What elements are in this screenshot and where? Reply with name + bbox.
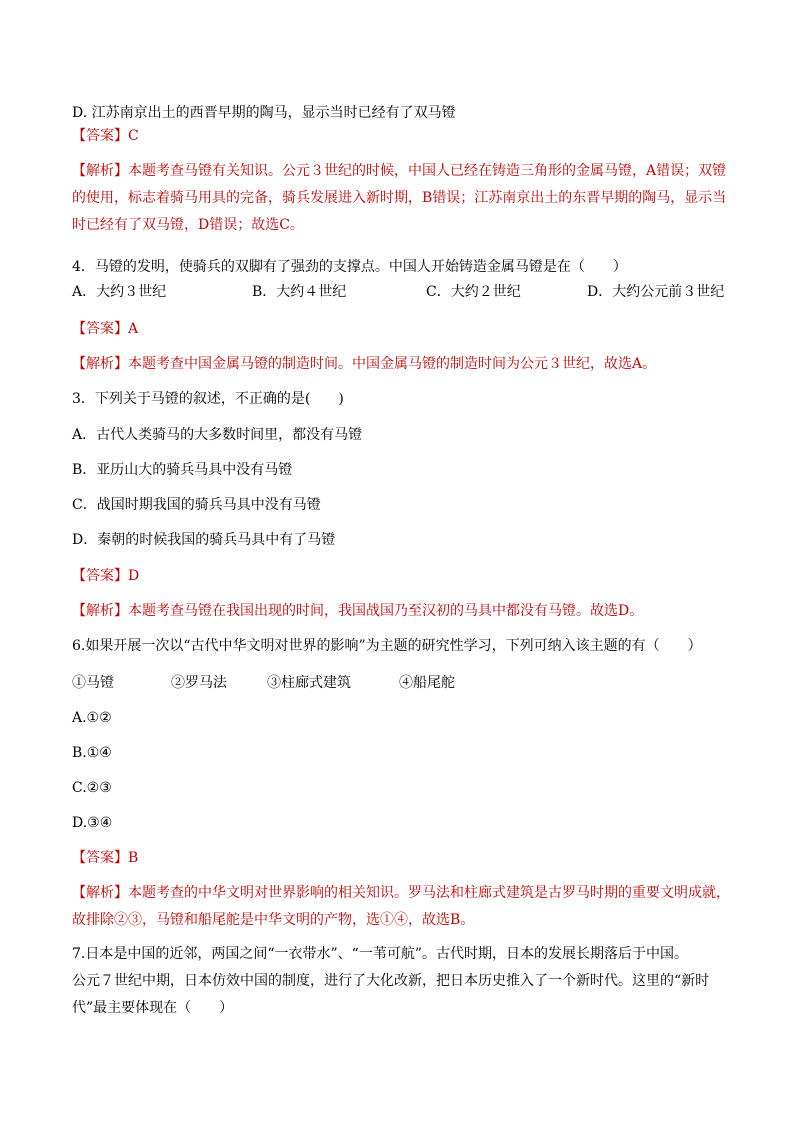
q6-item-3: ③柱廊式建筑 (267, 675, 351, 691)
answer-tag: 【答案】 (72, 128, 128, 144)
analysis-text: 本题考查马镫有关知识。公元３世纪的时候，中国人已经在铸造三角形的金属马镫，A错误；双镫 (128, 163, 727, 179)
q6-option-b: B.①④ (72, 745, 112, 761)
q6-item-2: ②罗马法 (171, 675, 227, 691)
q3-answer (72, 567, 139, 585)
q6-answer (72, 849, 138, 867)
q3-option-c: C．战国时期我国的骑兵马具中没有马镫 (72, 497, 321, 513)
q6-stem: 6.如果开展一次以“古代中华文明对世界的影响”为主题的研究性学习，下列可纳入该主题的有（ ） (72, 638, 702, 654)
q-prev-analysis-line-3: 时已经有了双马镫，D错误；故选C。 (72, 217, 304, 233)
q4-option-b: B．大约４世纪 (252, 284, 347, 300)
answer-tag: 【答案】 (72, 850, 128, 866)
q3-option-b: B．亚历山大的骑兵马具中没有马镫 (72, 462, 293, 478)
q7-stem-line-2: 公元７世纪中期，日本仿效中国的制度，进行了大化改新，把日本历史推入了一个新时代。这里的“新时 (72, 973, 710, 989)
q7-stem-line-3: 代”最主要体现在（ ） (72, 1000, 234, 1016)
q6-analysis-line-1 (72, 884, 730, 902)
answer-value: D (128, 568, 140, 584)
answer-value: B (128, 850, 139, 866)
q-prev-answer (72, 127, 139, 145)
analysis-text: 本题考查马镫在我国出现的时间，我国战国乃至汉初的马具中都没有马镫。故选D。 (128, 603, 644, 619)
q3-stem: 3．下列关于马镫的叙述，不正确的是( ) (72, 391, 344, 407)
analysis-tag: 【解析】 (72, 603, 128, 619)
q6-item-1: ①马镫 (72, 675, 114, 691)
analysis-tag: 【解析】 (72, 163, 128, 179)
q7-stem-line-1: 7.日本是中国的近邻，两国之间“一衣带水”、“一苇可航”。古代时期，日本的发展长期落后于中国。 (72, 946, 688, 962)
q4-option-c: C．大约２世纪 (426, 284, 521, 300)
q-prev-analysis-line-1 (72, 162, 726, 180)
analysis-tag: 【解析】 (72, 356, 128, 372)
q6-item-4: ④船尾舵 (399, 675, 455, 691)
q-prev-option-d: D. 江苏南京出土的西晋早期的陶马，显示当时已经有了双马镫 (72, 105, 456, 121)
analysis-text: 本题考查中国金属马镫的制造时间。中国金属马镫的制造时间为公元３世纪，故选A。 (128, 356, 657, 372)
analysis-tag: 【解析】 (72, 885, 128, 901)
q-prev-analysis-line-2: 的使用，标志着骑马用具的完备，骑兵发展进入新时期，B错误；江苏南京出土的东晋早期的陶马，显示当 (72, 190, 727, 206)
q3-analysis (72, 602, 643, 620)
analysis-text: 本题考查的中华文明对世界影响的相关知识。罗马法和柱廊式建筑是古罗马时期的重要文明成就， (128, 885, 730, 901)
answer-value: C (128, 128, 139, 144)
answer-tag: 【答案】 (72, 321, 128, 337)
q4-stem: 4．马镫的发明，使骑兵的双脚有了强劲的支撑点。中国人开始铸造金属马镫是在（ ） (72, 259, 627, 275)
q3-option-a: A．古代人类骑马的大多数时间里，都没有马镫 (72, 427, 363, 443)
q3-option-d: D．秦朝的时候我国的骑兵马具中有了马镫 (72, 532, 336, 548)
answer-value: A (128, 321, 139, 337)
q6-option-d: D.③④ (72, 815, 113, 831)
q6-analysis-line-2: 故排除②③，马镫和船尾舵是中华文明的产物，选①④，故选B。 (72, 912, 475, 928)
answer-tag: 【答案】 (72, 568, 128, 584)
q4-option-a: A．大约３世纪 (72, 284, 167, 300)
q6-option-c: C.②③ (72, 780, 112, 796)
q4-answer (72, 320, 138, 338)
q4-option-d: D．大约公元前３世纪 (587, 284, 725, 300)
q6-option-a: A.①② (72, 710, 112, 726)
q4-analysis (72, 355, 656, 373)
